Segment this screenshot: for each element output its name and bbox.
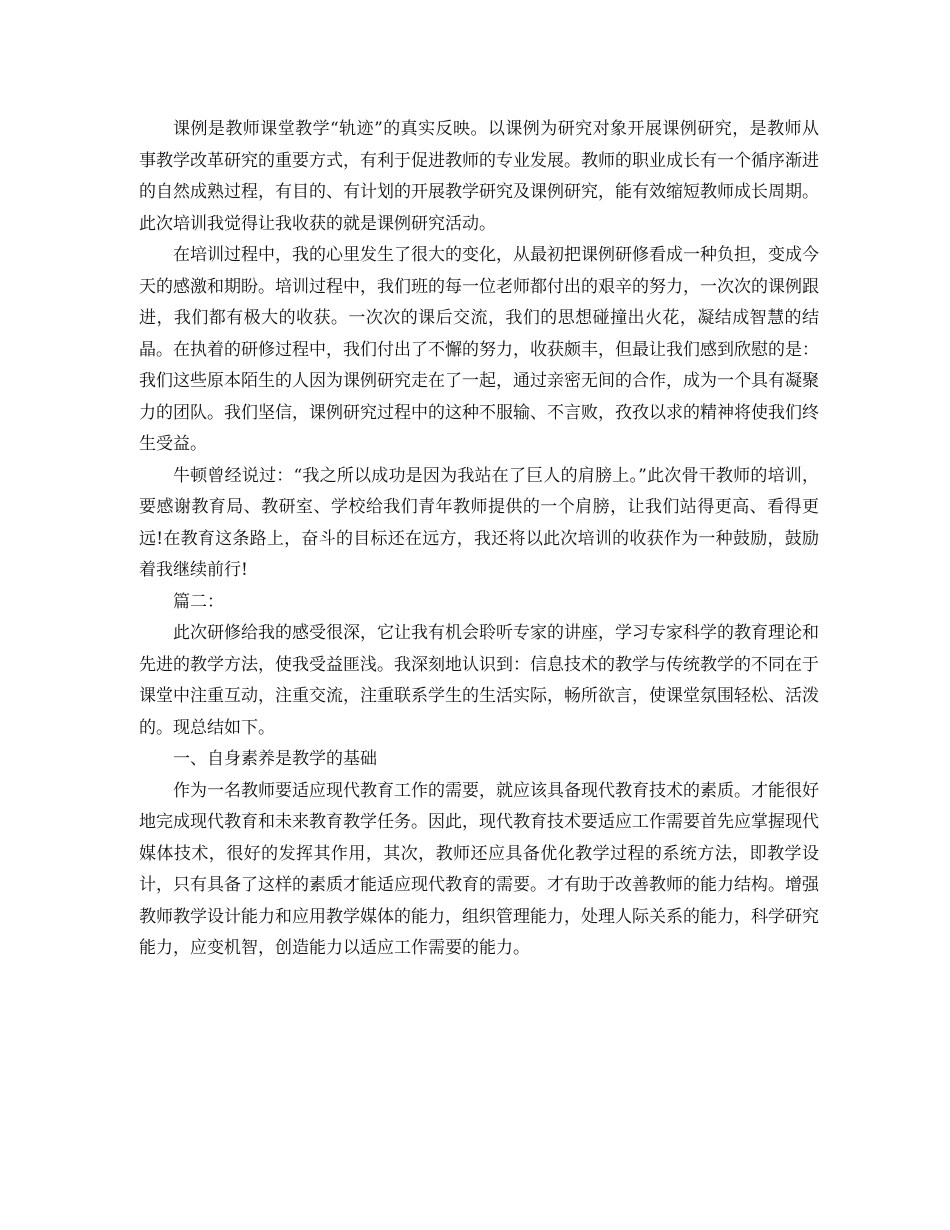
paragraph-1: 课例是教师课堂教学“轨迹”的真实反映。以课例为研究对象开展课例研究，是教师从事教学改革研究的重要方式，有利于促进教师的专业发展。教师的职业成长有一个循序渐进的自然成熟过程，有目的、有计划的开展教学研究及课例研究，能有效缩短教师成长周期。此次培训我觉得让我收获的就是课例研究活动。 [139, 119, 819, 234]
paragraph-5: 作为一名教师要适应现代教育工作的需要，就应该具备现代教育技术的素质。才能很好地完成现代教育和未来教育教学任务。因此，现代教育技术要适应工作需要首先应掌握现代媒体技术，很好的发挥其作用，其次，教师还应具备优化教学过程的系统方法，即教学设计，只有具备了这样的素质才能适应现代教育的需要。才有助于改善教师的能力结构。增强教师教学设计能力和应用教学媒体的能力，组织管理能力，处理人际关系的能力，科学研究能力，应变机智，创造能力以适应工作需要的能力。 [139, 780, 819, 958]
document-body [139, 114, 819, 965]
paragraph-3: 牛顿曾经说过：“我之所以成功是因为我站在了巨人的肩膀上。”此次骨干教师的培训，要感谢教育局、教研室、学校给我们青年教师提供的一个肩膀，让我们站得更高、看得更远!在教育这条路上，奋斗的目标还在远方，我还将以此次培训的收获作为一种鼓励，鼓励着我继续前行! [139, 465, 819, 580]
section-label-part-two: 篇二： [173, 591, 224, 612]
paragraph-2: 在培训过程中，我的心里发生了很大的变化，从最初把课例研修看成一种负担，变成今天的感激和期盼。培训过程中，我们班的每一位老师都付出的艰辛的努力，一次次的课例跟进，我们都有极大的收获。一次次的课后交流，我们的思想碰撞出火花，凝结成智慧的结晶。在执着的研修过程中，我们付出了不懈的努力，收获颇丰，但最让我们感到欣慰的是：我们这些原本陌生的人因为课例研究走在了一起，通过亲密无间的合作，成为一个具有凝聚力的团队。我们坚信，课例研究过程中的这种不服输、不言败，孜孜以求的精神将使我们终生受益。 [139, 245, 819, 454]
section-heading-1: 一、自身素养是教学的基础 [173, 749, 377, 769]
paragraph-4: 此次研修给我的感受很深，它让我有机会聆听专家的讲座，学习专家科学的教育理论和先进的教学方法，使我受益匪浅。我深刻地认识到：信息技术的教学与传统教学的不同在于课堂中注重互动，注重交流，注重联系学生的生活实际，畅所欲言，使课堂氛围轻松、活泼的。现总结如下。 [139, 623, 819, 738]
